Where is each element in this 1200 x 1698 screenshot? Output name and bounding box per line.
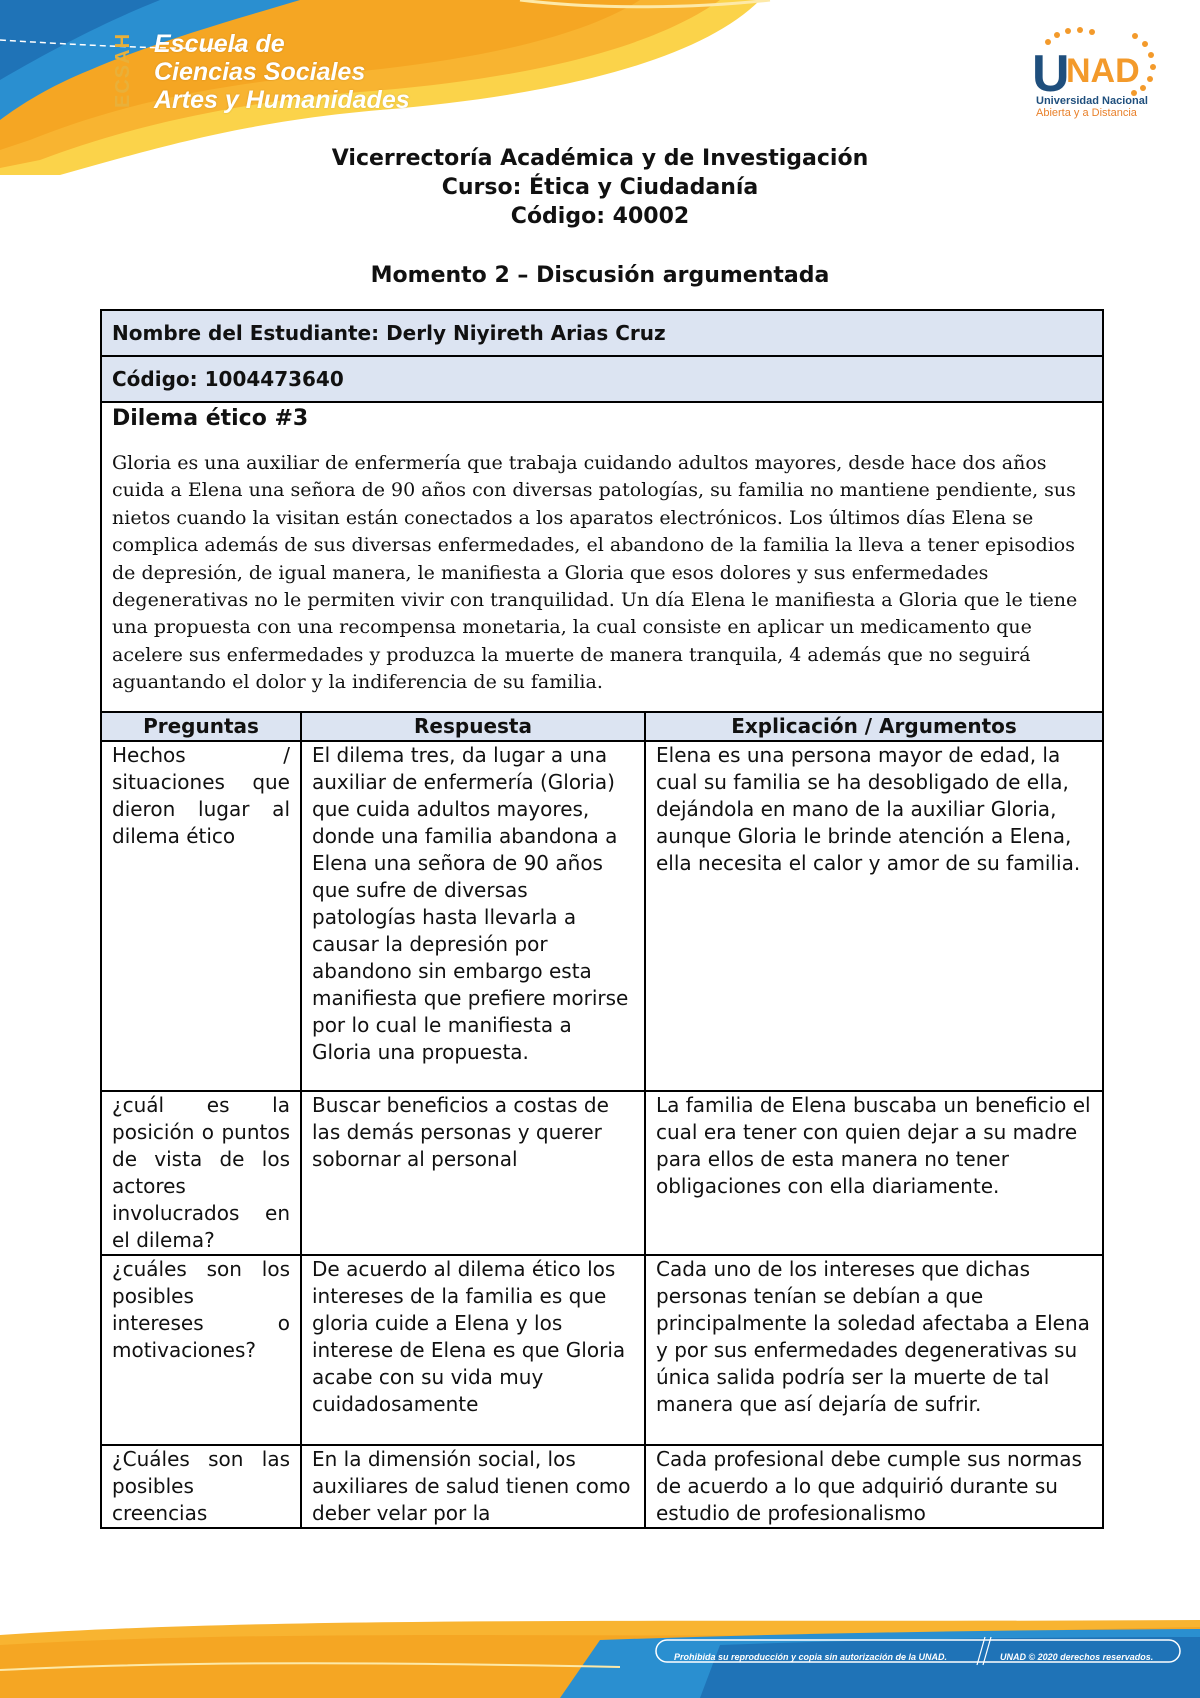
table-row xyxy=(101,1255,1103,1445)
table-row xyxy=(101,741,1103,1091)
student-code-row: Código: 1004473640 xyxy=(101,356,1103,402)
question-cell: ¿cuál es la posición o puntos de vista de los actores involucrados en el dilema? xyxy=(101,1091,301,1255)
school-name xyxy=(154,30,410,114)
table-row xyxy=(101,1445,1103,1528)
column-header-preguntas: Preguntas xyxy=(101,712,301,741)
logo-caption-line: Abierta y a Distancia xyxy=(1036,107,1137,119)
dilema-title: Dilema ético #3 xyxy=(112,406,309,431)
table-row xyxy=(101,1091,1103,1255)
answer-cell: En la dimensión social, los auxiliares de salud tienen como deber velar por la xyxy=(301,1445,645,1528)
school-line: Escuela de xyxy=(154,30,285,58)
document-title: Vicerrectoría Académica y de Investigación xyxy=(331,146,869,171)
school-abbreviation: ECSAH xyxy=(112,32,134,108)
explanation-cell: Cada uno de los intereses que dichas personas tenían se debían a que principalmente la soledad afectaba a Elena y por sus enfermedades degenerativas su única salida podría ser la muerte de tal manera que así dejaría de sufrir. xyxy=(645,1255,1103,1445)
course-code: Código: 40002 xyxy=(510,204,690,229)
column-header-respuesta: Respuesta xyxy=(301,712,645,741)
dilema-text: Gloria es una auxiliar de enfermería que trabaja cuidando adultos mayores, desde hace dos años cuida a Elena una señora de 90 años con diversas patologías, su familia no mantiene pendiente, sus nietos cuando la visitan están conectados a los aparatos electrónicos. Los últimos días Elena se complica además de sus diversas enfermedades, el abandono de la familia la lleva a tener episodios de depresión, de igual manera, le manifiesta a Gloria que esos dolores y sus enfermedades degenerativas no le permiten vivir con tranquilidad. Un día Elena le manifiesta a Gloria que le tiene una propuesta con una recompensa monetaria, la cual consiste en aplicar un medicamento que acelere sus enfermedades y produzca la muerte de manera tranquila, 4 además que no seguirá aguantando el dolor y la indiferencia de su familia. xyxy=(112,452,1078,694)
column-header-explicacion: Explicación / Argumentos xyxy=(645,712,1103,741)
answer-cell: El dilema tres, da lugar a una auxiliar de enfermería (Gloria) que cuida adultos mayores, donde una familia abandona a Elena una señora de 90 años que sufre de diversas patologías hasta llevarla a causar la depresión por abandono sin embargo esta manifiesta que prefiere morirse por lo cual le manifiesta a Gloria una propuesta. xyxy=(301,741,645,1091)
explanation-cell: Elena es una persona mayor de edad, la cual su familia se ha desobligado de ella, dejándola en mano de la auxiliar Gloria, aunque Gloria le brinde atención a Elena, ella necesita el calor y amor de su familia. xyxy=(645,741,1103,1091)
question-cell: ¿Cuáles son las posibles creencias xyxy=(101,1445,301,1528)
answer-cell: De acuerdo al dilema ético los intereses de la familia es que gloria cuide a Elena y los interese de Elena es que Gloria acabe con su vida muy cuidadosamente xyxy=(301,1255,645,1445)
explanation-cell: La familia de Elena buscaba un beneficio el cual era tener con quien dejar a su madre para ellos de esta manera no tener obligaciones con ella diariamente. xyxy=(645,1091,1103,1255)
section-title: Momento 2 – Discusión argumentada xyxy=(370,263,830,288)
activity-table xyxy=(100,309,1104,1529)
school-line: Ciencias Sociales xyxy=(154,58,366,86)
student-name-row: Nombre del Estudiante: Derly Niyireth Arias Cruz xyxy=(101,310,1103,356)
explanation-cell: Cada profesional debe cumple sus normas de acuerdo a lo que adquirió durante su estudio de profesionalismo xyxy=(645,1445,1103,1528)
school-line: Artes y Humanidades xyxy=(154,86,410,114)
footer-rights: UNAD © 2020 derechos reservados. xyxy=(1000,1652,1154,1662)
logo-caption-line: Universidad Nacional xyxy=(1036,95,1148,107)
question-cell: ¿cuáles son los posibles intereses o motivaciones? xyxy=(101,1255,301,1445)
logo-caption xyxy=(1036,95,1148,119)
dilema-cell xyxy=(101,402,1103,712)
question-cell: Hechos / situaciones que dieron lugar al dilema ético xyxy=(101,741,301,1091)
svg-text:NAD: NAD xyxy=(1066,52,1140,90)
svg-text:U: U xyxy=(1032,45,1070,103)
footer-copyright-notice: Prohibida su reproducción y copia sin autorización de la UNAD. xyxy=(674,1652,948,1662)
answer-cell: Buscar beneficios a costas de las demás personas y querer sobornar al personal xyxy=(301,1091,645,1255)
course-title: Curso: Ética y Ciudadanía xyxy=(441,175,759,200)
